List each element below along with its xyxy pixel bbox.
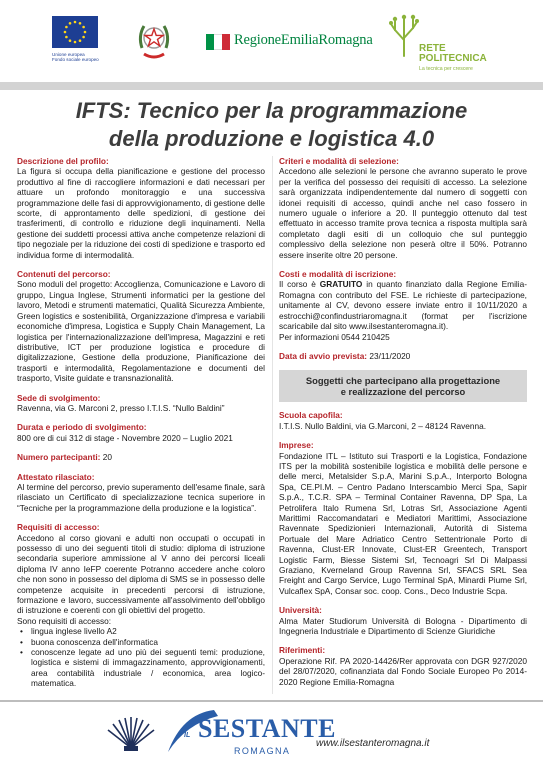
rete-title-line2: POLITECNICA — [419, 53, 487, 64]
section-costi — [279, 269, 527, 342]
section-numero — [17, 452, 265, 462]
list-item: • buona conoscenza dell'informatica — [17, 637, 265, 647]
costi-text-part2: in quanto finanziato dalla Regione Emilia-Romagna con contributo del FSE. Le richieste di partecipazione, unitamente al CV, devono essere inviate entro il 10/11/2020 a estrocchi@confindustriaromagna.it (format per l'iscrizione scaricabile dal sito www.ilsestanteromagna.it). — [279, 279, 527, 332]
sede-heading: Sede di svolgimento: — [17, 392, 101, 403]
rete-title — [419, 44, 487, 64]
column-divider — [272, 156, 273, 694]
eu-caption-line2: Fondo sociale europeo — [52, 57, 99, 63]
section-requisiti — [17, 522, 265, 689]
requisiti-heading: Requisiti di accesso: — [17, 522, 100, 533]
tree-icon — [389, 14, 419, 58]
section-attestato — [17, 472, 265, 514]
section-criteri — [279, 156, 527, 260]
universita-heading: Università: — [279, 605, 322, 616]
imprese-heading: Imprese: — [279, 440, 314, 451]
eu-flag-icon — [52, 16, 98, 48]
regione-flag-red — [222, 34, 230, 50]
profilo-text: La figura si occupa della pianificazione e gestione del processo produttivo al fine di raccogliere informazioni e dati necessari per attuare un profondo monitoraggio e una successiva programmazione delle fasi di approvvigionamento, di gestione delle scorte, di approntamento delle spedizioni, di gestione dei trasferimenti, di controllo e riduzione degli inquinamenti. Nella gestione dei suddetti processi attiva anche competenze relazioni di tipo negoziale per la riduzione dei costi di spedizione e trasporto ed individua forme di intermodalità. — [17, 166, 265, 260]
eu-logo — [52, 16, 110, 72]
riferimenti-heading: Riferimenti: — [279, 645, 326, 656]
data-avvio-heading: Data di avvio prevista: — [279, 350, 368, 361]
left-column — [17, 156, 265, 698]
attestato-text: Al termine del percorso, previo superamento dell'esame finale, sarà rilasciato un Certificato di specializzazione tecnica superiore in “Tecniche per la programmazione della produzione e la logistica”. — [17, 481, 265, 513]
sestante-word: SESTANTE — [198, 714, 336, 743]
sestante-il: IL — [184, 732, 191, 739]
durata-text: 800 ore di cui 312 di stage - Novembre 2020 – Luglio 2021 — [17, 432, 233, 443]
riferimenti-text: Operazione Rif. PA 2020-14426/Rer approvata con DGR 927/2020 del 28/07/2020, cofinanziata dal Fondo Sociale Europeo Po 2014-2020 Regione Emilia-Romagna — [279, 655, 527, 687]
regione-flag-white — [214, 34, 222, 50]
criteri-heading: Criteri e modalità di selezione: — [279, 156, 399, 166]
attestato-heading: Attestato rilasciato: — [17, 471, 95, 482]
section-contenuti — [17, 269, 265, 383]
requisiti-list-intro: Sono requisiti di accesso: — [17, 615, 112, 626]
eu-caption-line1: Unione europea — [52, 52, 85, 57]
soggetti-box-line2: e realizzazione del percorso — [340, 386, 466, 398]
section-sede — [17, 393, 265, 414]
costi-info-phone: Per informazioni 0544 210425 — [279, 331, 390, 342]
requisiti-text: Accedono al corso giovani e adulti non occupati o occupati in possesso di uno dei seguenti titoli di studio: diploma di istruzione secondaria superiore ammissione al V anno dei percorsi liceali diploma IV anno IeFP coerente Potranno accedere anche coloro che non sono in possesso del diploma di SMS se in possesso delle competenze acquisite in precedenti percorsi di istruzione, formazione e lavoro, successivamente all'assolvimento dell'obbligo di istruzione e coerenti con gli obiettivi del progetto. — [17, 532, 265, 616]
criteri-text: Accedono alle selezioni le persone che avranno superato le prove per la verifica del possesso dei requisiti di accesso. La selezione sarà organizzata indipendentemente dal numero di soggetti con idonei requisiti di accesso, quindi anche nel caso fossero in numero uguale o inferiore a 20. Il punteggio ottenuto dal test effettuato in accesso tramite prova tecnica a risposta multipla sarà completato dagli esiti di un colloquio che sul punteggio complessivo della selezione non peserà oltre il 50%. Potranno essere inserite oltre 20 persone. — [279, 166, 527, 260]
rete-title-line1: RETE — [419, 43, 446, 54]
footer-divider — [0, 700, 543, 702]
list-item: • conoscenze legate ad uno più dei seguenti temi: produzione, logistica e sistemi di immagazzinamento, approvvigionamenti, area contabilità industriale / economica, area logico-matematica. — [17, 647, 265, 689]
right-column — [279, 156, 527, 696]
costi-text-part1: Il corso è — [279, 279, 320, 290]
capofila-text: I.T.I.S. Nullo Baldini, via G.Marconi, 2 – 48124 Ravenna. — [279, 420, 487, 431]
costi-gratuito: GRATUITO — [319, 279, 363, 290]
soggetti-box-line1: Soggetti che partecipano alla progettazione — [305, 375, 501, 387]
italian-republic-emblem-icon — [136, 18, 172, 62]
sestante-romagna: ROMAGNA — [234, 746, 291, 756]
regione-emilia-romagna-logo — [206, 32, 373, 52]
section-capofila — [279, 410, 527, 431]
numero-value: 20 — [100, 452, 112, 463]
numero-heading: Numero partecipanti: — [17, 452, 101, 463]
confindustria-emblem-icon — [104, 712, 158, 754]
title-line2: della produzione e logistica 4.0 — [108, 126, 435, 151]
footer-website: www.ilsestanteromagna.it — [316, 738, 430, 749]
header-divider — [0, 82, 543, 90]
section-imprese — [279, 440, 527, 596]
imprese-text: Fondazione ITL – Istituto sui Trasporti e la Logistica, Fondazione ITS per la mobilità sostenibile logistica e mobilità delle persone e delle merci, Metalsider S.p.A, Marini S.p.A., Interporto Bologna Spa, CE.PI.M. – Centro Padano Interscambio Merci Spa, Sapir S.p.A., T.C.R. SPA – Terminal Container Ravenna, DP Spa, La Petrolifera Italo Rumena Srl, Lotras Srl, Associazione Agenti Marittimi Raccomandatari e Mediatori Marittimi, Associazione Ravennate Spedizionieri Internazionali, Autorità di Sistema Portuale del Mare Adriatico Centro Settentrionale Porto di Ravenna, Clust-ER Innovate, Clust-ER Greentech, Transport Logistic Farm, Biesse Sistemi Srl, Tecnoagri Srl Di Malpassi Graziano, Kverneland Group Ravenna Srl, SFACS SRL Sea Freight and Cargo Service, Lugo Terminal SpA, Minardi Piume Srl, Vulcaflex SpA, Consar soc. coop. Cons., Deco Industrie Scpa. — [279, 450, 527, 596]
costi-heading: Costi e modalità di iscrizione: — [279, 269, 397, 280]
data-avvio-value: 23/11/2020 — [367, 350, 411, 361]
section-universita — [279, 605, 527, 636]
regione-flag-green — [206, 34, 214, 50]
universita-text: Alma Mater Studiorum Università di Bologna - Dipartimento di Ingegneria Industriale e Dipartimento di Scienze Giuridiche — [279, 615, 527, 637]
section-durata — [17, 422, 265, 443]
title-line1: IFTS: Tecnico per la programmazione — [75, 98, 468, 123]
page-title — [0, 97, 543, 153]
requisiti-list — [17, 626, 265, 688]
durata-heading: Durata e periodo di svolgimento: — [17, 422, 147, 433]
sede-text: Ravenna, via G. Marconi 2, presso I.T.I.S. “Nullo Baldini” — [17, 402, 225, 413]
section-riferimenti — [279, 645, 527, 687]
regione-logo-text: RegioneEmiliaRomagna — [234, 32, 373, 48]
contenuti-heading: Contenuti del percorso: — [17, 269, 111, 280]
soggetti-box — [279, 370, 527, 402]
eu-caption — [52, 52, 110, 63]
costi-text — [279, 279, 527, 331]
rete-subtitle: La tecnica per crescere — [419, 66, 473, 72]
header-logos — [0, 0, 543, 82]
list-item: • lingua inglese livello A2 — [17, 626, 265, 636]
capofila-heading: Scuola capofila: — [279, 410, 343, 421]
rete-politecnica-logo — [389, 14, 509, 76]
profilo-heading: Descrizione del profilo: — [17, 156, 109, 166]
section-profilo — [17, 156, 265, 260]
contenuti-text: Sono moduli del progetto: Accoglienza, Comunicazione e Lavoro di gruppo, Lingua Inglese, Strumenti informatici per la gestione del lavoro, Metodi e strumenti matematici, Qualità Sicurezza Ambiente, Green logistics e sostenibilità, Organizzazione d'impresa e variabili economiche d'impresa, Logistica e Supply Chain Management, La logistica per l'internazionalizzazione dell'impresa, Magazzini e reti distributive, ICT per produzione logistica e procedure di digitalizzazione, Gestione della produzione, Pianificazione dei trasporti e intermodalità, Regolamentazione e documenti del trasporto, Visite guidate e transnazionalità. — [17, 279, 265, 384]
il-sestante-romagna-logo — [160, 706, 336, 758]
section-data-avvio — [279, 351, 527, 361]
